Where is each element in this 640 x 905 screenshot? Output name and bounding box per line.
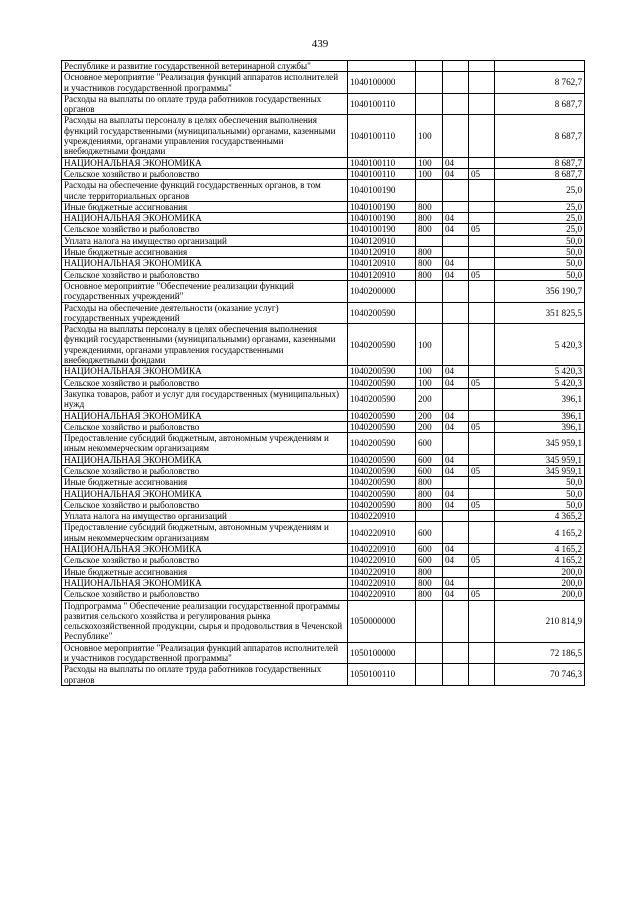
row-csr-cell: 1040100190 (348, 213, 416, 224)
row-rz-cell: 04 (443, 157, 469, 168)
row-name-cell: Подпрограмма " Обеспечение реализации государственной программы развития сельского хозяйства и регулирования рынка сельскохозяйственной продукции, сырья и продовольствия в Чеченской Республике" (62, 600, 348, 642)
table-row (62, 421, 585, 432)
row-pr-cell (469, 201, 495, 212)
table-row (62, 664, 585, 686)
row-rz-cell (443, 180, 469, 202)
row-sum-cell: 351 825,5 (495, 302, 585, 324)
row-csr-cell: 1040120910 (348, 269, 416, 280)
row-csr-cell: 1040220910 (348, 577, 416, 588)
row-csr-cell: 1040120910 (348, 258, 416, 269)
row-name-cell: Сельское хозяйство и рыболовство (62, 377, 348, 388)
row-name-cell: НАЦИОНАЛЬНАЯ ЭКОНОМИКА (62, 366, 348, 377)
row-pr-cell (469, 180, 495, 202)
row-csr-cell: 1040120910 (348, 247, 416, 258)
row-vr-cell: 800 (416, 477, 443, 488)
row-name-cell: Уплата налога на имущество организаций (62, 511, 348, 522)
row-csr-cell: 1040200590 (348, 421, 416, 432)
row-rz-cell: 04 (443, 410, 469, 421)
row-rz-cell: 04 (443, 465, 469, 476)
row-sum-cell: 25,0 (495, 224, 585, 235)
row-vr-cell: 100 (416, 377, 443, 388)
row-name-cell: Иные бюджетные ассигнования (62, 566, 348, 577)
table-row (62, 433, 585, 455)
row-vr-cell (416, 664, 443, 686)
table-row (62, 324, 585, 366)
row-vr-cell: 200 (416, 421, 443, 432)
row-pr-cell (469, 477, 495, 488)
row-vr-cell (416, 511, 443, 522)
row-name-cell: Расходы на обеспечение деятельности (оказание услуг) государственных учреждений (62, 302, 348, 324)
row-csr-cell: 1050100000 (348, 642, 416, 664)
row-sum-cell: 5 420,3 (495, 366, 585, 377)
row-vr-cell (416, 180, 443, 202)
row-sum-cell: 5 420,3 (495, 324, 585, 366)
table-row (62, 302, 585, 324)
row-vr-cell: 800 (416, 499, 443, 510)
row-pr-cell: 05 (469, 589, 495, 600)
row-name-cell: Иные бюджетные ассигнования (62, 247, 348, 258)
row-rz-cell (443, 477, 469, 488)
row-name-cell: Сельское хозяйство и рыболовство (62, 269, 348, 280)
row-csr-cell: 1040200590 (348, 366, 416, 377)
row-pr-cell (469, 511, 495, 522)
table-row (62, 499, 585, 510)
table-row (62, 511, 585, 522)
row-name-cell: Уплата налога на имущество организаций (62, 235, 348, 246)
row-csr-cell: 1040220910 (348, 544, 416, 555)
row-sum-cell: 8 687,7 (495, 93, 585, 115)
row-vr-cell (416, 235, 443, 246)
row-pr-cell (469, 115, 495, 157)
row-name-cell: НАЦИОНАЛЬНАЯ ЭКОНОМИКА (62, 577, 348, 588)
row-rz-cell (443, 302, 469, 324)
row-pr-cell (469, 566, 495, 577)
table-row (62, 224, 585, 235)
row-pr-cell (469, 410, 495, 421)
row-vr-cell: 800 (416, 566, 443, 577)
page-number: 439 (311, 38, 329, 50)
row-pr-cell (469, 157, 495, 168)
table-row (62, 642, 585, 664)
table-row (62, 280, 585, 302)
row-sum-cell: 50,0 (495, 258, 585, 269)
row-sum-cell: 25,0 (495, 213, 585, 224)
row-csr-cell: 1040200590 (348, 410, 416, 421)
row-vr-cell: 800 (416, 589, 443, 600)
row-pr-cell: 05 (469, 269, 495, 280)
row-pr-cell: 05 (469, 421, 495, 432)
table-row (62, 168, 585, 179)
row-sum-cell: 50,0 (495, 247, 585, 258)
row-sum-cell: 5 420,3 (495, 377, 585, 388)
row-name-cell: Основное мероприятие "Обеспечение реализации функций государственных учреждений" (62, 280, 348, 302)
row-rz-cell (443, 115, 469, 157)
row-pr-cell: 05 (469, 224, 495, 235)
row-sum-cell: 200,0 (495, 566, 585, 577)
table-row (62, 235, 585, 246)
row-vr-cell: 800 (416, 577, 443, 588)
table-row (62, 555, 585, 566)
row-rz-cell (443, 61, 469, 72)
row-name-cell: НАЦИОНАЛЬНАЯ ЭКОНОМИКА (62, 488, 348, 499)
table-row (62, 61, 585, 72)
row-vr-cell (416, 280, 443, 302)
row-vr-cell (416, 93, 443, 115)
row-rz-cell: 04 (443, 555, 469, 566)
table-row (62, 488, 585, 499)
row-pr-cell (469, 72, 495, 94)
row-csr-cell: 1040220910 (348, 589, 416, 600)
row-sum-cell: 356 190,7 (495, 280, 585, 302)
row-rz-cell: 04 (443, 499, 469, 510)
row-rz-cell (443, 93, 469, 115)
table-row (62, 72, 585, 94)
row-sum-cell: 70 746,3 (495, 664, 585, 686)
row-pr-cell (469, 388, 495, 410)
row-csr-cell: 1040100110 (348, 115, 416, 157)
row-csr-cell: 1040200590 (348, 433, 416, 455)
row-name-cell: Расходы на выплаты по оплате труда работников государственных органов (62, 664, 348, 686)
table-row (62, 522, 585, 544)
row-rz-cell (443, 433, 469, 455)
row-csr-cell: 1040200590 (348, 388, 416, 410)
row-pr-cell (469, 366, 495, 377)
row-name-cell: НАЦИОНАЛЬНАЯ ЭКОНОМИКА (62, 454, 348, 465)
row-csr-cell: 1040100190 (348, 180, 416, 202)
row-pr-cell (469, 488, 495, 499)
row-csr-cell: 1040200590 (348, 377, 416, 388)
row-sum-cell: 200,0 (495, 589, 585, 600)
row-rz-cell (443, 566, 469, 577)
row-name-cell: Сельское хозяйство и рыболовство (62, 499, 348, 510)
table-row (62, 577, 585, 588)
row-pr-cell (469, 213, 495, 224)
row-rz-cell: 04 (443, 454, 469, 465)
row-rz-cell (443, 511, 469, 522)
row-sum-cell: 4 165,2 (495, 522, 585, 544)
row-sum-cell: 72 186,5 (495, 642, 585, 664)
row-name-cell: Иные бюджетные ассигнования (62, 201, 348, 212)
row-rz-cell: 04 (443, 421, 469, 432)
row-vr-cell: 100 (416, 115, 443, 157)
table-row (62, 377, 585, 388)
row-vr-cell: 800 (416, 201, 443, 212)
row-rz-cell: 04 (443, 224, 469, 235)
row-rz-cell: 04 (443, 377, 469, 388)
row-sum-cell: 8 687,7 (495, 115, 585, 157)
row-rz-cell: 04 (443, 589, 469, 600)
row-csr-cell: 1040200590 (348, 499, 416, 510)
row-sum-cell: 50,0 (495, 488, 585, 499)
row-rz-cell (443, 522, 469, 544)
row-sum-cell: 50,0 (495, 477, 585, 488)
row-vr-cell (416, 302, 443, 324)
row-rz-cell (443, 72, 469, 94)
row-vr-cell: 800 (416, 488, 443, 499)
row-name-cell: Сельское хозяйство и рыболовство (62, 589, 348, 600)
row-rz-cell (443, 642, 469, 664)
table-row (62, 477, 585, 488)
row-sum-cell: 4 165,2 (495, 555, 585, 566)
row-sum-cell: 200,0 (495, 577, 585, 588)
row-pr-cell: 05 (469, 377, 495, 388)
row-sum-cell: 4 365,2 (495, 511, 585, 522)
table-row (62, 600, 585, 642)
row-csr-cell: 1040100190 (348, 201, 416, 212)
table-row (62, 115, 585, 157)
table-row (62, 454, 585, 465)
row-pr-cell (469, 664, 495, 686)
row-rz-cell: 04 (443, 168, 469, 179)
table-row (62, 157, 585, 168)
row-name-cell: НАЦИОНАЛЬНАЯ ЭКОНОМИКА (62, 258, 348, 269)
row-pr-cell (469, 522, 495, 544)
row-sum-cell: 4 165,2 (495, 544, 585, 555)
row-name-cell: Сельское хозяйство и рыболовство (62, 465, 348, 476)
row-rz-cell (443, 247, 469, 258)
row-rz-cell (443, 388, 469, 410)
row-csr-cell: 1040100110 (348, 168, 416, 179)
row-csr-cell: 1040200590 (348, 465, 416, 476)
row-sum-cell: 50,0 (495, 235, 585, 246)
row-vr-cell: 100 (416, 168, 443, 179)
row-sum-cell (495, 61, 585, 72)
row-name-cell: Сельское хозяйство и рыболовство (62, 168, 348, 179)
row-sum-cell: 210 814,9 (495, 600, 585, 642)
row-pr-cell (469, 577, 495, 588)
row-csr-cell: 1040100110 (348, 157, 416, 168)
row-csr-cell: 1050000000 (348, 600, 416, 642)
row-pr-cell (469, 93, 495, 115)
row-vr-cell: 600 (416, 544, 443, 555)
row-pr-cell (469, 61, 495, 72)
row-rz-cell: 04 (443, 544, 469, 555)
row-sum-cell: 50,0 (495, 269, 585, 280)
row-pr-cell (469, 544, 495, 555)
row-csr-cell: 1050100110 (348, 664, 416, 686)
row-pr-cell (469, 642, 495, 664)
row-pr-cell (469, 433, 495, 455)
row-name-cell: Сельское хозяйство и рыболовство (62, 224, 348, 235)
row-pr-cell: 05 (469, 499, 495, 510)
row-rz-cell: 04 (443, 258, 469, 269)
row-vr-cell: 600 (416, 465, 443, 476)
row-rz-cell: 04 (443, 213, 469, 224)
row-vr-cell (416, 72, 443, 94)
row-name-cell: Сельское хозяйство и рыболовство (62, 555, 348, 566)
row-vr-cell: 100 (416, 157, 443, 168)
row-csr-cell: 1040200590 (348, 302, 416, 324)
row-pr-cell (469, 247, 495, 258)
table-row (62, 247, 585, 258)
row-rz-cell: 04 (443, 488, 469, 499)
budget-table (61, 60, 585, 686)
row-pr-cell (469, 280, 495, 302)
row-csr-cell: 1040100000 (348, 72, 416, 94)
table-row (62, 201, 585, 212)
table-row (62, 544, 585, 555)
table-row (62, 180, 585, 202)
row-rz-cell (443, 324, 469, 366)
row-vr-cell (416, 600, 443, 642)
row-sum-cell: 396,1 (495, 410, 585, 421)
row-name-cell: НАЦИОНАЛЬНАЯ ЭКОНОМИКА (62, 544, 348, 555)
row-csr-cell: 1040220910 (348, 566, 416, 577)
row-sum-cell: 8 762,7 (495, 72, 585, 94)
row-csr-cell: 1040200000 (348, 280, 416, 302)
table-row (62, 410, 585, 421)
row-sum-cell: 345 959,1 (495, 454, 585, 465)
row-csr-cell: 1040100190 (348, 224, 416, 235)
row-vr-cell: 800 (416, 258, 443, 269)
row-name-cell: Расходы на выплаты по оплате труда работников государственных органов (62, 93, 348, 115)
row-rz-cell (443, 664, 469, 686)
row-rz-cell (443, 201, 469, 212)
row-rz-cell: 04 (443, 577, 469, 588)
row-vr-cell: 100 (416, 366, 443, 377)
row-sum-cell: 396,1 (495, 388, 585, 410)
row-pr-cell: 05 (469, 168, 495, 179)
row-sum-cell: 8 687,7 (495, 168, 585, 179)
row-name-cell: Предоставление субсидий бюджетным, автономным учреждениям и иным некоммерческим организациям (62, 522, 348, 544)
table-row (62, 388, 585, 410)
row-name-cell: Сельское хозяйство и рыболовство (62, 421, 348, 432)
table-row (62, 566, 585, 577)
row-name-cell: Расходы на обеспечение функций государственных органов, в том числе территориальных органов (62, 180, 348, 202)
row-name-cell: НАЦИОНАЛЬНАЯ ЭКОНОМИКА (62, 157, 348, 168)
row-rz-cell: 04 (443, 366, 469, 377)
row-csr-cell (348, 61, 416, 72)
row-pr-cell (469, 600, 495, 642)
row-rz-cell (443, 600, 469, 642)
row-sum-cell: 50,0 (495, 499, 585, 510)
table-row (62, 366, 585, 377)
row-vr-cell: 800 (416, 213, 443, 224)
row-vr-cell: 600 (416, 454, 443, 465)
row-rz-cell: 04 (443, 269, 469, 280)
table-row (62, 269, 585, 280)
row-pr-cell (469, 258, 495, 269)
table-row (62, 465, 585, 476)
row-name-cell: Закупка товаров, работ и услуг для государственных (муниципальных) нужд (62, 388, 348, 410)
row-csr-cell: 1040200590 (348, 324, 416, 366)
row-name-cell: Расходы на выплаты персоналу в целях обеспечения выполнения функций государственными (муниципальными) органами, казенными учреждениями, органами управления государственными внебюджетными фондами (62, 324, 348, 366)
row-csr-cell: 1040100110 (348, 93, 416, 115)
row-vr-cell (416, 61, 443, 72)
row-csr-cell: 1040220910 (348, 511, 416, 522)
row-sum-cell: 8 687,7 (495, 157, 585, 168)
row-pr-cell: 05 (469, 465, 495, 476)
row-vr-cell: 600 (416, 555, 443, 566)
row-name-cell: Предоставление субсидий бюджетным, автономным учреждениям и иным некоммерческим организациям (62, 433, 348, 455)
row-rz-cell (443, 280, 469, 302)
row-vr-cell (416, 642, 443, 664)
row-csr-cell: 1040200590 (348, 454, 416, 465)
row-name-cell: Основное мероприятие "Реализация функций аппаратов исполнителей и участников государственной программы" (62, 642, 348, 664)
row-vr-cell: 200 (416, 388, 443, 410)
row-pr-cell (469, 235, 495, 246)
row-vr-cell: 100 (416, 324, 443, 366)
row-vr-cell: 800 (416, 224, 443, 235)
row-sum-cell: 25,0 (495, 180, 585, 202)
row-name-cell: НАЦИОНАЛЬНАЯ ЭКОНОМИКА (62, 213, 348, 224)
table-row (62, 258, 585, 269)
table-row (62, 93, 585, 115)
row-csr-cell: 1040200590 (348, 477, 416, 488)
row-vr-cell: 600 (416, 433, 443, 455)
row-vr-cell: 600 (416, 522, 443, 544)
row-vr-cell: 200 (416, 410, 443, 421)
table-row (62, 589, 585, 600)
row-pr-cell (469, 302, 495, 324)
row-sum-cell: 345 959,1 (495, 465, 585, 476)
row-pr-cell: 05 (469, 555, 495, 566)
table-row (62, 213, 585, 224)
row-sum-cell: 25,0 (495, 201, 585, 212)
row-name-cell: Основное мероприятие "Реализация функций аппаратов исполнителей и участников государственной программы" (62, 72, 348, 94)
row-vr-cell: 800 (416, 247, 443, 258)
row-name-cell: Расходы на выплаты персоналу в целях обеспечения выполнения функций государственными (муниципальными) органами, казенными учреждениями, органами управления государственными внебюджетными фондами (62, 115, 348, 157)
row-sum-cell: 345 959,1 (495, 433, 585, 455)
row-pr-cell (469, 454, 495, 465)
row-name-cell: НАЦИОНАЛЬНАЯ ЭКОНОМИКА (62, 410, 348, 421)
row-name-cell: Иные бюджетные ассигнования (62, 477, 348, 488)
row-csr-cell: 1040220910 (348, 522, 416, 544)
budget-table-body (62, 61, 585, 686)
row-vr-cell: 800 (416, 269, 443, 280)
row-csr-cell: 1040220910 (348, 555, 416, 566)
row-pr-cell (469, 324, 495, 366)
row-csr-cell: 1040120910 (348, 235, 416, 246)
row-rz-cell (443, 235, 469, 246)
row-name-cell: Республике и развитие государственной ветеринарной службы" (62, 61, 348, 72)
row-csr-cell: 1040200590 (348, 488, 416, 499)
row-sum-cell: 396,1 (495, 421, 585, 432)
